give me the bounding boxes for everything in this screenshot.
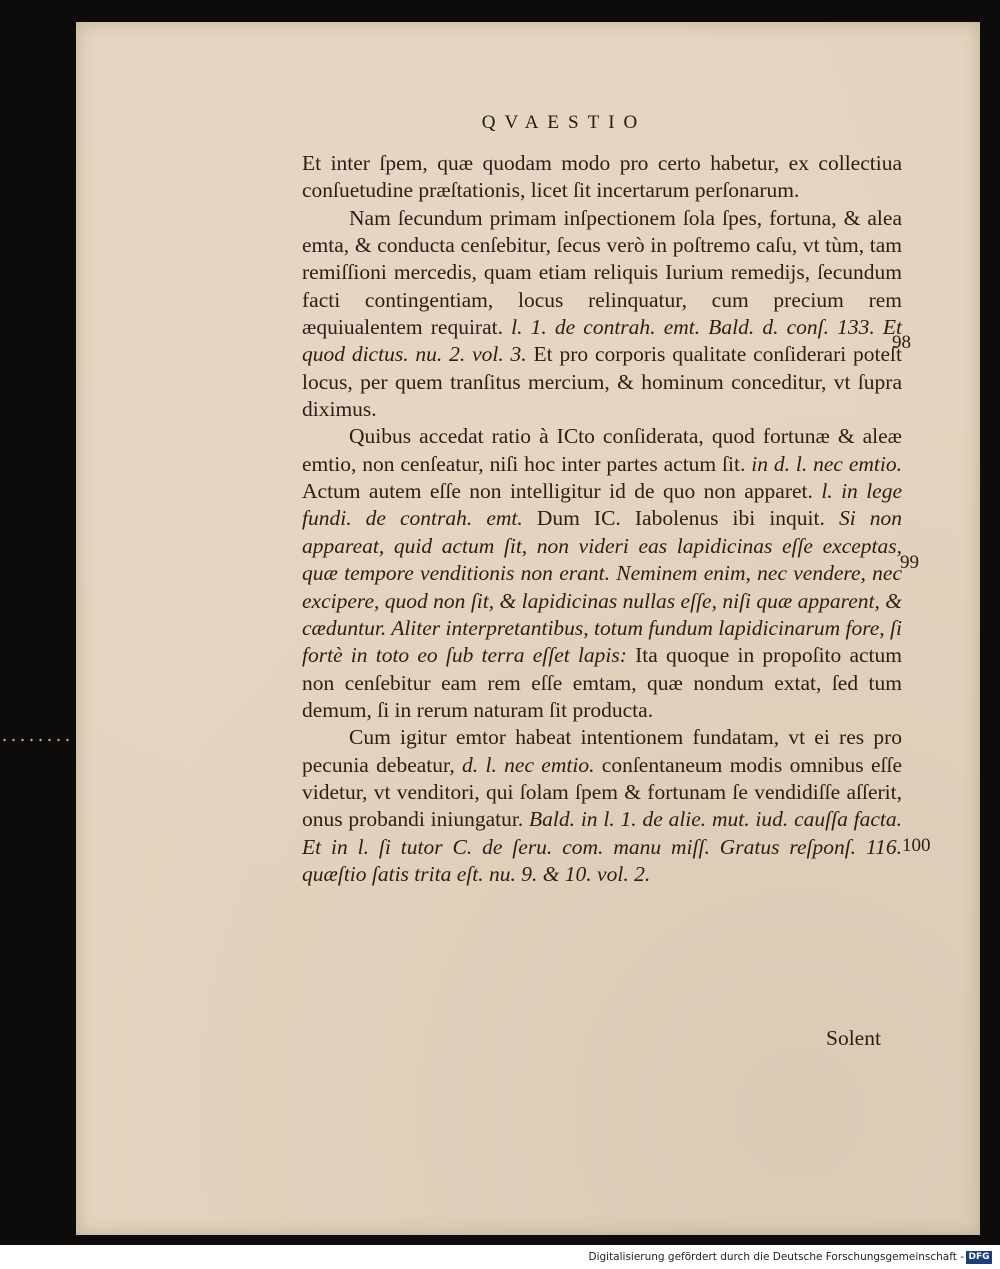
text-segment: Actum autem eſſe non intelligitur id de quo non apparet. — [302, 479, 813, 504]
book-page — [76, 22, 980, 1235]
paragraph — [302, 150, 902, 205]
margin-number-100: 100 — [902, 835, 931, 856]
italic-citation: in d. l. nec emtio. — [751, 451, 902, 476]
margin-number-98: 98 — [892, 332, 911, 353]
page-edge-marks — [0, 738, 70, 742]
text-segment: Et inter ſpem, quæ quodam modo pro certo habetur, ex collectiua conſuetudine præſtationis, licet ſit incertarum perſonarum. — [302, 151, 902, 203]
paragraph — [302, 205, 902, 424]
text-segment: Nam ſecundum primam inſpectionem ſola ſpes, fortuna, & alea emta, & conducta cenſebitur, ſecus verò in poſtremo caſu, vt tùm, tam remiſſioni mercedis, quam etiam reliquis Iurium remedijs, ſecundum facti contingentiam, locus relinquatur, cum precium rem æquiualentem requirat. — [302, 205, 902, 340]
italic-citation: Bald. in l. 1. de alie. mut. iud. cauſſa facta. Et in l. ſi tutor C. de ſeru. com. manu miſſ. Gratus reſponſ. 116. quæſtio ſatis trita eſt. nu. 9. & 10. vol. 2. — [302, 807, 902, 886]
text-segment: Cum igitur emtor habeat intentionem fundatam, vt ei res pro pecunia debeatur, — [302, 725, 902, 777]
running-head: QVAESTIO — [481, 112, 647, 133]
italic-citation: d. l. nec emtio. — [462, 752, 595, 777]
paragraph — [302, 724, 902, 888]
margin-number-99: 99 — [900, 552, 919, 573]
body-text — [302, 150, 902, 888]
catchword: Solent — [826, 1026, 881, 1050]
text-segment: Et pro corporis qualitate conſiderari poteſt locus, per quem tranſitus mercium, & hominum conceditur, vt ſupra diximus. — [302, 342, 903, 422]
digitization-credit: Digitalisierung gefördert durch die Deutsche Forschungsgemeinschaft - — [0, 1245, 1000, 1269]
italic-citation: Si non appareat, quid actum ſit, non videri eas lapidicinas eſſe exceptas, quæ tempore venditionis non erant. Neminem enim, nec vendere, nec excipere, quod non ſit, & lapidicinas nullas eſſe, niſi quæ apparent, & cæduntur. Aliter interpretantibus, totum fundum lapidicinarum fore, ſi fortè in toto eo ſub terra eſſet lapis: — [302, 506, 903, 668]
text-segment: Dum IC. Iabolenus ibi inquit. — [536, 506, 825, 531]
italic-citation: l. 1. de contrah. emt. Bald. d. conſ. 133. Et quod dictus. nu. 2. vol. 3. — [302, 315, 903, 367]
text-segment: Ita quoque in propoſito actum non cenſebitur eam rem eſſe emtam, quæ nondum extat, ſed tum demum, ſi in rerum naturam ſit producta. — [302, 643, 902, 722]
text-segment: conſentaneum modis omnibus eſſe videtur, vt venditori, qui ſolam ſpem & fortunam ſe vendidiſſe aſſerit, onus probandi iniungatur. — [302, 752, 902, 832]
dfg-logo: DFG — [966, 1251, 992, 1264]
italic-citation: l. in lege fundi. de contrah. emt. — [302, 479, 903, 531]
text-segment: Quibus accedat ratio à ICto conſiderata, quod fortunæ & aleæ emtio, non cenſeatur, niſi hoc inter partes actum ſit. — [302, 424, 902, 476]
paragraph — [302, 423, 902, 724]
